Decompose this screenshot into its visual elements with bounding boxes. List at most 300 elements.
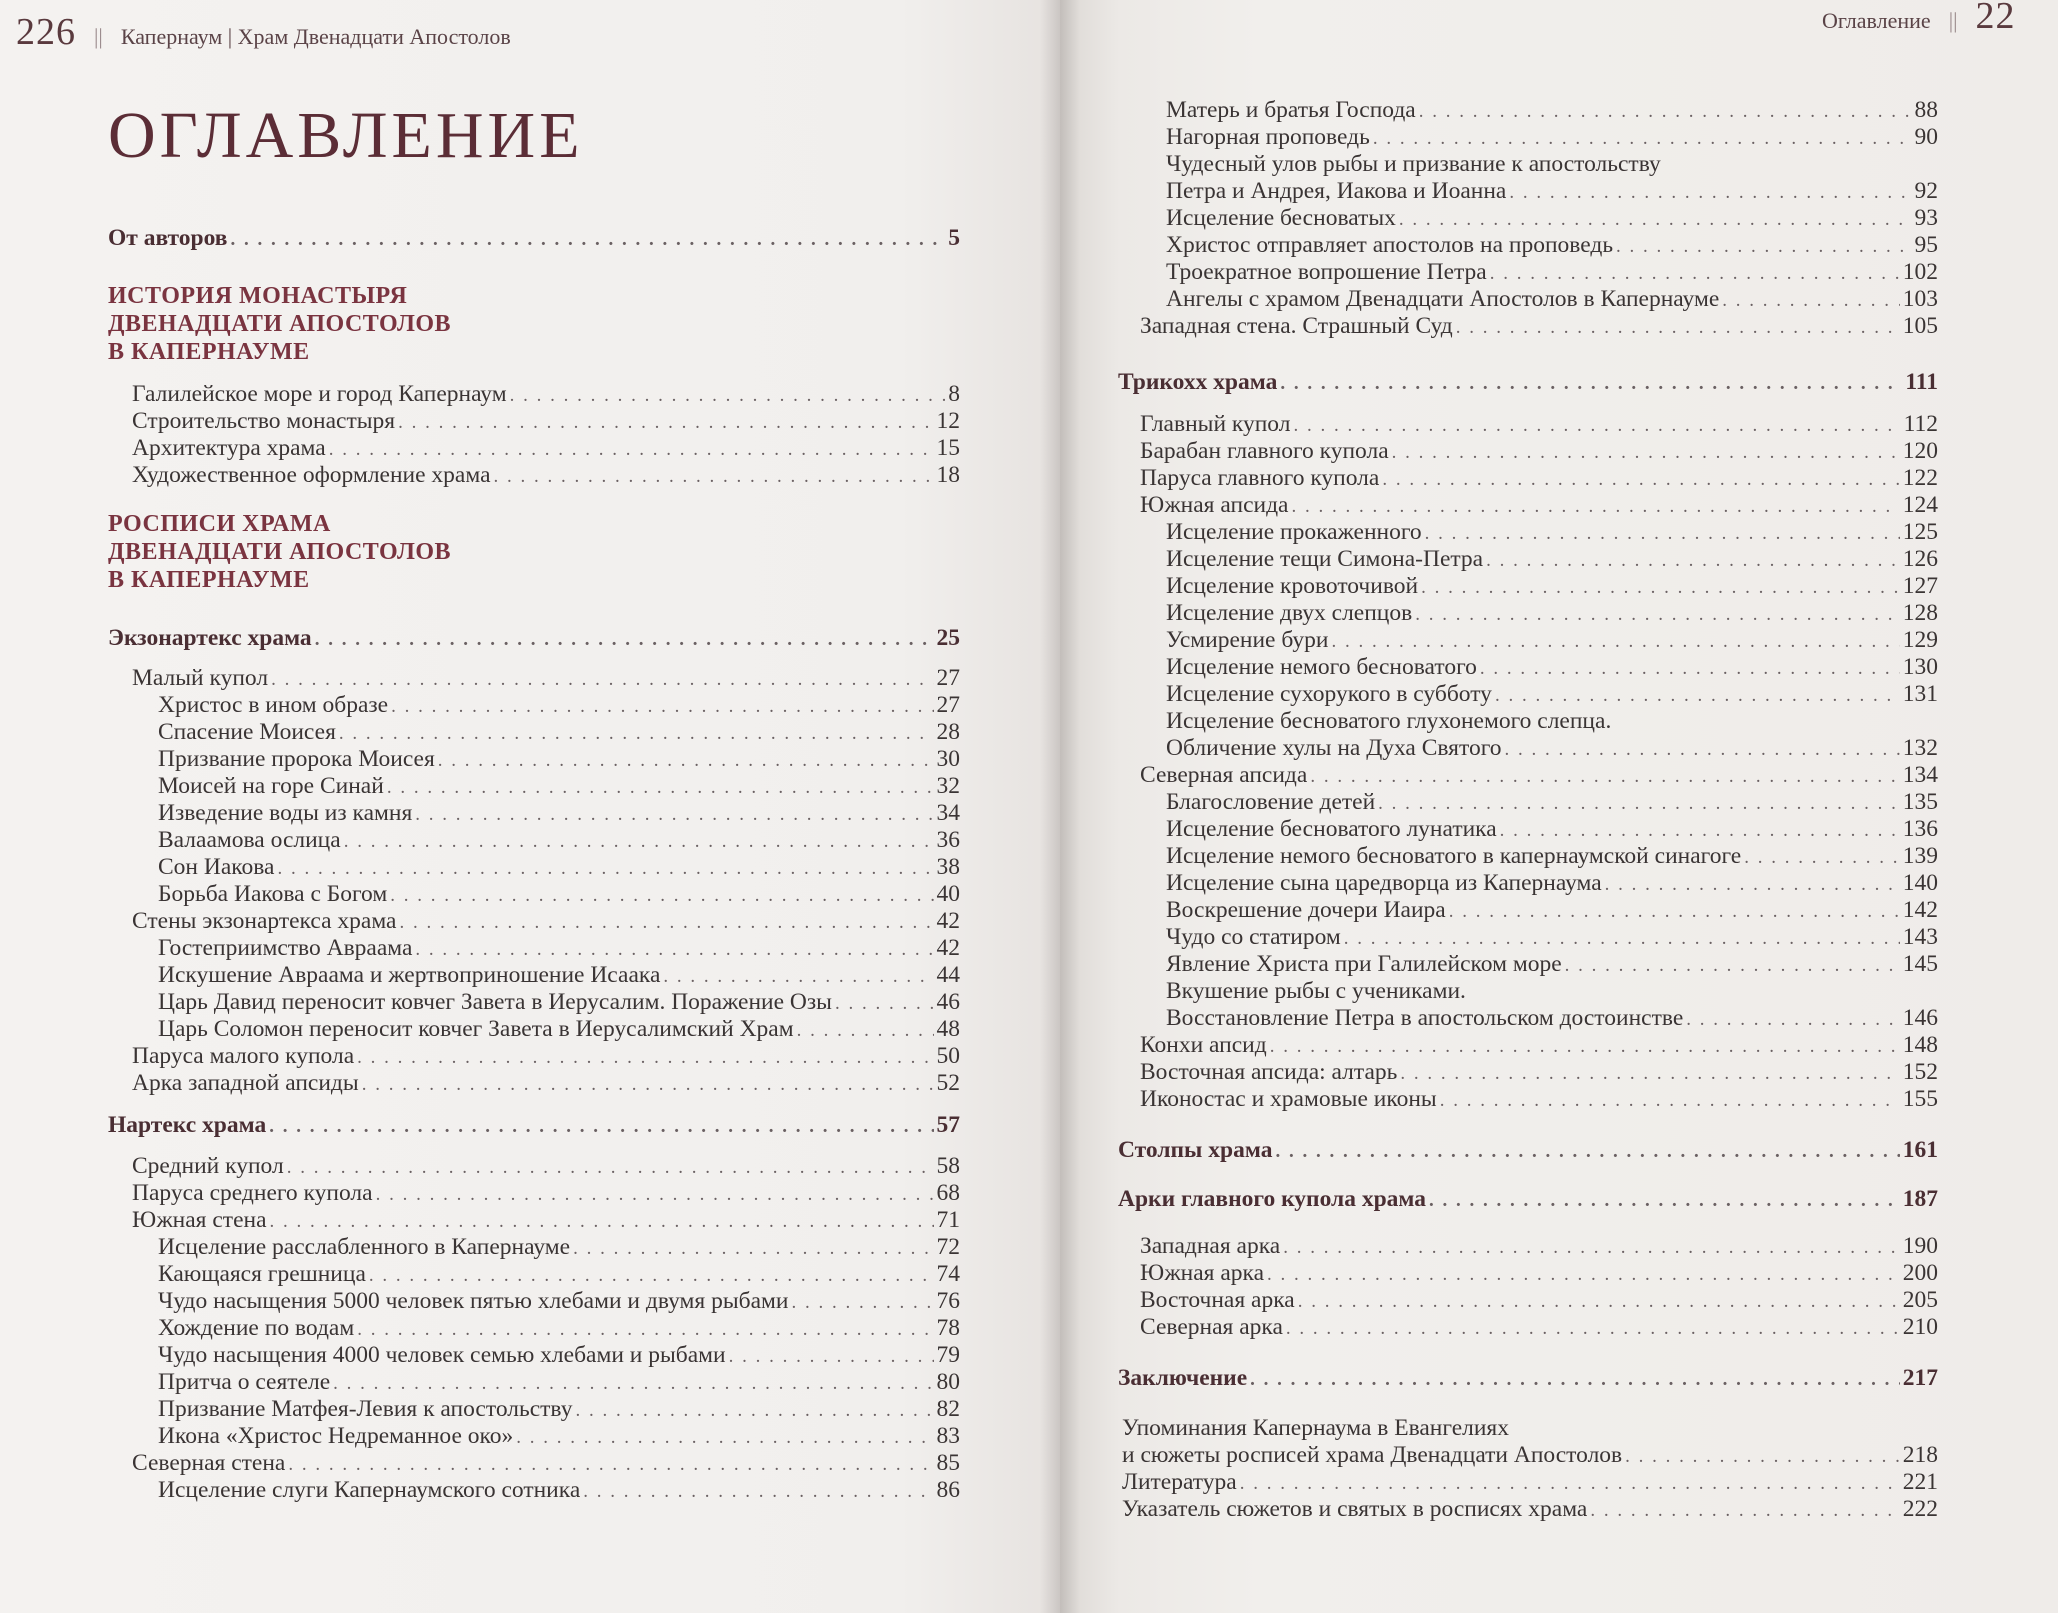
- dot-leader: [288, 1451, 933, 1479]
- toc-entry-title: Чудо насыщения 4000 человек семью хлебами и рыбами: [158, 1342, 726, 1368]
- toc-page-number: 148: [1902, 1032, 1938, 1058]
- dot-leader: [1419, 98, 1912, 126]
- toc-entry-title: Столпы храма: [1118, 1137, 1273, 1163]
- left-running-head: [16, 10, 511, 54]
- toc-entry-title: Южная апсида: [1140, 492, 1289, 518]
- toc-entry-title: Ангелы с храмом Двенадцати Апостолов в Капернауме: [1166, 286, 1720, 312]
- toc-entry[interactable]: [158, 1314, 960, 1344]
- toc-entry[interactable]: [1122, 1468, 1938, 1498]
- toc-entry[interactable]: [158, 988, 960, 1018]
- toc-entry[interactable]: [1140, 1232, 1938, 1262]
- toc-entry-title: Кающаяся грешница: [158, 1261, 366, 1287]
- toc-page-number: 78: [936, 1315, 960, 1341]
- toc-page-number: 222: [1902, 1496, 1938, 1522]
- dot-leader: [1421, 574, 1900, 602]
- left-folio: 226: [16, 11, 76, 53]
- toc-entry-title: Конхи апсид: [1140, 1032, 1267, 1058]
- toc-entry-title: Паруса среднего купола: [132, 1180, 373, 1206]
- toc-entry-title: Главный купол: [1140, 411, 1291, 437]
- toc-entry[interactable]: [158, 1233, 960, 1263]
- dot-leader: [271, 666, 933, 694]
- toc-page-number: 34: [936, 800, 960, 826]
- toc-page-number: 102: [1902, 259, 1938, 285]
- toc-page-number: 152: [1902, 1059, 1938, 1085]
- toc-page-number: 88: [1914, 97, 1938, 123]
- toc-entry[interactable]: [1166, 734, 1938, 764]
- toc-entry[interactable]: [158, 1287, 960, 1317]
- toc-entry[interactable]: [158, 691, 960, 721]
- toc-entry[interactable]: [158, 934, 960, 964]
- toc-page-number: 27: [936, 665, 960, 691]
- dot-leader: [315, 626, 934, 654]
- dot-leader: [399, 909, 933, 937]
- toc-page-number: 48: [936, 1016, 960, 1042]
- toc-page-number: 218: [1902, 1442, 1938, 1468]
- toc-page-number: 136: [1902, 816, 1938, 842]
- toc-entry[interactable]: [1122, 1441, 1938, 1471]
- toc-entry[interactable]: [1166, 680, 1938, 710]
- dot-leader: [1275, 1138, 1899, 1166]
- toc-entry-title: Матерь и братья Господа: [1166, 97, 1416, 123]
- dot-leader: [791, 1289, 933, 1317]
- toc-entry[interactable]: [1166, 150, 1938, 178]
- toc-entry-title: Исцеление слуги Капернаумского сотника: [158, 1477, 581, 1503]
- dot-leader: [1310, 763, 1899, 791]
- toc-page-number: 15: [936, 435, 960, 461]
- toc-page-number: 85: [936, 1450, 960, 1476]
- dot-leader: [1429, 1187, 1900, 1215]
- toc-entry-title: Средний купол: [132, 1153, 284, 1179]
- toc-entry[interactable]: [132, 434, 960, 464]
- toc-page-number: 129: [1902, 627, 1938, 653]
- toc-entry-title: Галилейское море и город Капернаум: [132, 381, 507, 407]
- toc-page-number: 200: [1902, 1260, 1938, 1286]
- toc-page-number: 126: [1902, 546, 1938, 572]
- toc-entry[interactable]: [158, 880, 960, 910]
- toc-entry-title: Чудесный улов рыбы и призвание к апостольству: [1166, 151, 1661, 177]
- toc-page-number: 145: [1902, 951, 1938, 977]
- toc-entry[interactable]: [1166, 815, 1938, 845]
- toc-entry-title: Восстановление Петра в апостольском достоинстве: [1166, 1005, 1684, 1031]
- dot-leader: [1590, 1497, 1899, 1525]
- dot-leader: [390, 882, 933, 910]
- dot-leader: [494, 463, 934, 491]
- dot-leader: [1331, 628, 1899, 656]
- toc-page-number: 143: [1902, 924, 1938, 950]
- toc-entry[interactable]: [1166, 231, 1938, 261]
- running-head-separator: ||: [1948, 8, 1958, 33]
- toc-entry[interactable]: [132, 1152, 960, 1182]
- dot-leader: [1440, 1087, 1900, 1115]
- toc-page-number: 221: [1902, 1469, 1938, 1495]
- toc-entry[interactable]: [1140, 761, 1938, 791]
- toc-entry[interactable]: [1166, 977, 1938, 1005]
- dot-leader: [270, 1208, 934, 1236]
- toc-page-number: 161: [1902, 1137, 1938, 1163]
- toc-page-number: 124: [1902, 492, 1938, 518]
- toc-section-entry[interactable]: [108, 1111, 960, 1141]
- toc-entry[interactable]: [132, 1206, 960, 1236]
- toc-entry[interactable]: [1166, 707, 1938, 735]
- dot-leader: [1400, 1060, 1899, 1088]
- toc-entry[interactable]: [158, 1395, 960, 1425]
- dot-leader: [1495, 682, 1900, 710]
- dot-leader: [1415, 601, 1900, 629]
- toc-entry[interactable]: [132, 1449, 960, 1479]
- toc-entry-title: Северная апсида: [1140, 762, 1308, 788]
- toc-page-number: 79: [936, 1342, 960, 1368]
- dot-leader: [1267, 1261, 1900, 1289]
- toc-entry[interactable]: [1140, 1313, 1938, 1343]
- dot-leader: [339, 720, 934, 748]
- dot-leader: [1298, 1288, 1900, 1316]
- toc-entry-title: Чудо насыщения 5000 человек пятью хлебами и двумя рыбами: [158, 1288, 789, 1314]
- toc-entry[interactable]: [158, 1341, 960, 1371]
- dot-leader: [835, 990, 934, 1018]
- part-heading: ИСТОРИЯ МОНАСТЫРЯ: [108, 283, 408, 309]
- dot-leader: [1270, 1033, 1900, 1061]
- dot-leader: [1722, 287, 1899, 315]
- toc-page-number: 135: [1902, 789, 1938, 815]
- dot-leader: [1686, 1006, 1899, 1034]
- toc-page-number: 27: [936, 692, 960, 718]
- toc-page-number: 217: [1902, 1365, 1938, 1391]
- toc-page-number: 146: [1902, 1005, 1938, 1031]
- toc-entry-title: Исцеление расслабленного в Капернауме: [158, 1234, 571, 1260]
- dot-leader: [1399, 206, 1912, 234]
- toc-entry-title: Явление Христа при Галилейском море: [1166, 951, 1562, 977]
- part-heading: В КАПЕРНАУМЕ: [108, 567, 310, 593]
- part-heading: В КАПЕРНАУМЕ: [108, 339, 310, 365]
- toc-entry-title: Арка западной апсиды: [132, 1070, 359, 1096]
- toc-entry[interactable]: [1140, 1085, 1938, 1115]
- toc-entry-title: Валаамова ослица: [158, 827, 341, 853]
- toc-entry[interactable]: [132, 461, 960, 491]
- toc-page-number: 205: [1902, 1287, 1938, 1313]
- dot-leader: [1616, 233, 1911, 261]
- toc-entry[interactable]: [158, 1015, 960, 1045]
- running-head-separator: ||: [94, 24, 103, 49]
- toc-entry-title: Иконостас и храмовые иконы: [1140, 1086, 1437, 1112]
- toc-entry[interactable]: [1122, 1495, 1938, 1525]
- toc-section-entry[interactable]: [108, 624, 960, 654]
- dot-leader: [277, 855, 933, 883]
- toc-page-number: 140: [1902, 870, 1938, 896]
- dot-leader: [1286, 1315, 1900, 1343]
- toc-page-number: 8: [948, 381, 960, 407]
- toc-entry[interactable]: [1140, 312, 1938, 342]
- toc-entry-title: Воскрешение дочери Иаира: [1166, 897, 1446, 923]
- toc-entry[interactable]: [1166, 653, 1938, 683]
- toc-entry[interactable]: [1166, 518, 1938, 548]
- toc-entry-title: Исцеление немого бесноватого в капернаумской синагоге: [1166, 843, 1742, 869]
- toc-entry[interactable]: [158, 826, 960, 856]
- toc-entry[interactable]: [1140, 410, 1938, 440]
- toc-page-number: 42: [936, 935, 960, 961]
- toc-entry[interactable]: [132, 380, 960, 410]
- right-folio: 22: [1975, 0, 2016, 37]
- toc-entry[interactable]: [158, 1422, 960, 1452]
- toc-entry[interactable]: [1140, 1031, 1938, 1061]
- dot-leader: [369, 1262, 934, 1290]
- toc-entry[interactable]: [158, 1260, 960, 1290]
- toc-page-number: 57: [936, 1112, 960, 1138]
- right-running-head: [1822, 0, 2016, 38]
- toc-page-number: 105: [1902, 313, 1938, 339]
- toc-entry[interactable]: [132, 1042, 960, 1072]
- toc-entry-title: Обличение хулы на Духа Святого: [1166, 735, 1502, 761]
- dot-leader: [1382, 466, 1899, 494]
- toc-entry-title: Южная арка: [1140, 1260, 1265, 1286]
- toc-entry[interactable]: [158, 718, 960, 748]
- dot-leader: [1605, 871, 1900, 899]
- dot-leader: [1449, 898, 1900, 926]
- toc-entry-title: Вкушение рыбы с учениками.: [1166, 978, 1466, 1004]
- dot-leader: [362, 1071, 934, 1099]
- toc-entry[interactable]: [1166, 96, 1938, 126]
- dot-leader: [415, 801, 933, 829]
- toc-section-entry[interactable]: [1118, 368, 1938, 398]
- toc-entry-title: Указатель сюжетов и святых в росписях храма: [1122, 1496, 1588, 1522]
- toc-entry[interactable]: [1166, 923, 1938, 953]
- toc-entry-title: Восточная арка: [1140, 1287, 1295, 1313]
- toc-page-number: 131: [1902, 681, 1938, 707]
- toc-page-number: 30: [936, 746, 960, 772]
- toc-entry-title: Паруса малого купола: [132, 1043, 355, 1069]
- toc-page-number: 120: [1902, 438, 1938, 464]
- toc-section-entry[interactable]: [108, 224, 960, 254]
- toc-entry-title: Исцеление двух слепцов: [1166, 600, 1413, 626]
- toc-entry-title: Христос в ином образе: [158, 692, 389, 718]
- dot-leader: [329, 436, 934, 464]
- dot-leader: [1505, 736, 1900, 764]
- toc-entry[interactable]: [1140, 437, 1938, 467]
- dot-leader: [1240, 1470, 1900, 1498]
- toc-entry[interactable]: [132, 1179, 960, 1209]
- toc-entry-title: Стены экзонартекса храма: [132, 908, 397, 934]
- toc-page-number: 93: [1914, 205, 1938, 231]
- toc-entry[interactable]: [1166, 177, 1938, 207]
- toc-entry-title: Северная стена: [132, 1450, 286, 1476]
- toc-page-number: 95: [1914, 232, 1938, 258]
- toc-entry[interactable]: [1140, 1259, 1938, 1289]
- toc-page-number: 18: [936, 462, 960, 488]
- toc-page-number: 42: [936, 908, 960, 934]
- toc-page-number: 32: [936, 773, 960, 799]
- toc-page-number: 103: [1902, 286, 1938, 312]
- toc-entry-title: Нартекс храма: [108, 1112, 267, 1138]
- toc-page-number: 134: [1902, 762, 1938, 788]
- toc-entry-title: Хождение по водам: [158, 1315, 355, 1341]
- toc-page-number: 5: [948, 225, 960, 251]
- toc-entry[interactable]: [1166, 896, 1938, 926]
- toc-page-number: 82: [936, 1396, 960, 1422]
- toc-entry[interactable]: [158, 853, 960, 883]
- toc-entry-title: Царь Давид переносит ковчег Завета в Иерусалим. Поражение Озы: [158, 989, 832, 1015]
- toc-page-number: 68: [936, 1180, 960, 1206]
- toc-entry[interactable]: [1166, 869, 1938, 899]
- toc-entry-title: Искушение Авраама и жертвоприношение Исаака: [158, 962, 661, 988]
- toc-entry-title: Заключение: [1118, 1365, 1248, 1391]
- toc-entry-title: Притча о сеятеле: [158, 1369, 331, 1395]
- dot-leader: [1490, 260, 1900, 288]
- toc-entry[interactable]: [1122, 1414, 1938, 1442]
- toc-entry-title: Призвание Матфея-Левия к апостольству: [158, 1396, 573, 1422]
- dot-leader: [729, 1343, 934, 1371]
- toc-entry[interactable]: [1166, 545, 1938, 575]
- book-gutter: [1040, 0, 1080, 1613]
- dot-leader: [1250, 1366, 1900, 1394]
- toc-entry-title: Исцеление бесноватых: [1166, 205, 1396, 231]
- toc-entry-title: Южная стена: [132, 1207, 267, 1233]
- toc-entry[interactable]: [1166, 1004, 1938, 1034]
- dot-leader: [387, 774, 934, 802]
- toc-entry[interactable]: [1166, 285, 1938, 315]
- toc-section-entry[interactable]: [1118, 1185, 1938, 1215]
- toc-page-number: 38: [936, 854, 960, 880]
- dot-leader: [1565, 952, 1900, 980]
- toc-page-number: 25: [936, 625, 960, 651]
- toc-page-number: 142: [1902, 897, 1938, 923]
- toc-entry-title: Малый купол: [132, 665, 269, 691]
- dot-leader: [391, 693, 933, 721]
- toc-page-number: 83: [936, 1423, 960, 1449]
- dot-leader: [333, 1370, 933, 1398]
- toc-section-entry[interactable]: [1118, 1364, 1938, 1394]
- toc-page-number: 74: [936, 1261, 960, 1287]
- left-running-head-text: Капернаум | Храм Двенадцати Апостолов: [120, 24, 511, 49]
- toc-entry[interactable]: [1140, 464, 1938, 494]
- toc-page-number: 72: [936, 1234, 960, 1260]
- toc-entry-title: Трикохх храма: [1118, 369, 1278, 395]
- toc-page-number: 127: [1902, 573, 1938, 599]
- dot-leader: [1625, 1443, 1900, 1471]
- toc-entry[interactable]: [1140, 1058, 1938, 1088]
- toc-page-number: 58: [936, 1153, 960, 1179]
- toc-entry-title: Восточная апсида: алтарь: [1140, 1059, 1398, 1085]
- toc-page-number: 190: [1902, 1233, 1938, 1259]
- toc-entry-title: Нагорная проповедь: [1166, 124, 1370, 150]
- right-running-head-text: Оглавление: [1822, 8, 1931, 33]
- toc-entry[interactable]: [132, 664, 960, 694]
- toc-entry[interactable]: [1166, 950, 1938, 980]
- dot-leader: [398, 409, 933, 437]
- dot-leader: [1480, 655, 1900, 683]
- dot-leader: [1344, 925, 1900, 953]
- toc-entry[interactable]: [158, 745, 960, 775]
- toc-entry-title: Исцеление бесноватого глухонемого слепца.: [1166, 708, 1612, 734]
- part-heading: ДВЕНАДЦАТИ АПОСТОЛОВ: [108, 311, 452, 337]
- toc-page-number: 28: [936, 719, 960, 745]
- toc-entry[interactable]: [1166, 204, 1938, 234]
- toc-entry[interactable]: [1140, 491, 1938, 521]
- part-heading: ДВЕНАДЦАТИ АПОСТОЛОВ: [108, 539, 452, 565]
- toc-entry-title: Исцеление тещи Симона-Петра: [1166, 546, 1484, 572]
- toc-page-number: 130: [1902, 654, 1938, 680]
- dot-leader: [1293, 412, 1900, 440]
- dot-leader: [269, 1113, 933, 1141]
- dot-leader: [1373, 125, 1912, 153]
- dot-leader: [1486, 547, 1900, 575]
- toc-page-number: 80: [936, 1369, 960, 1395]
- toc-entry-title: Призвание пророка Моисея: [158, 746, 435, 772]
- toc-page-number: 90: [1914, 124, 1938, 150]
- dot-leader: [287, 1154, 934, 1182]
- toc-entry-title: Исцеление бесноватого лунатика: [1166, 816, 1497, 842]
- toc-entry-title: Царь Соломон переносит ковчег Завета в Иерусалимский Храм: [158, 1016, 794, 1042]
- toc-entry-title: Борьба Иакова с Богом: [158, 881, 388, 907]
- toc-page-number: 40: [936, 881, 960, 907]
- toc-page-number: 71: [936, 1207, 960, 1233]
- dot-leader: [357, 1044, 933, 1072]
- dot-leader: [583, 1478, 933, 1506]
- toc-entry-title: Западная стена. Страшный Суд: [1140, 313, 1453, 339]
- toc-entry-title: Спасение Моисея: [158, 719, 336, 745]
- toc-page-number: 52: [936, 1070, 960, 1096]
- toc-entry-title: Гостеприимство Авраама: [158, 935, 413, 961]
- toc-entry-title: Упоминания Капернаума в Евангелиях: [1122, 1415, 1509, 1441]
- toc-page-number: 44: [936, 962, 960, 988]
- toc-entry[interactable]: [158, 1368, 960, 1398]
- toc-entry[interactable]: [1166, 842, 1938, 872]
- toc-page-number: 76: [936, 1288, 960, 1314]
- toc-entry-title: Экзонартекс храма: [108, 625, 312, 651]
- toc-entry[interactable]: [158, 1476, 960, 1506]
- toc-page-number: 12: [936, 408, 960, 434]
- toc-entry-title: Моисей на горе Синай: [158, 773, 384, 799]
- toc-entry-title: Исцеление прокаженного: [1166, 519, 1422, 545]
- toc-entry[interactable]: [158, 772, 960, 802]
- toc-entry[interactable]: [132, 1069, 960, 1099]
- toc-entry[interactable]: [1140, 1286, 1938, 1316]
- toc-entry[interactable]: [1166, 599, 1938, 629]
- dot-leader: [1392, 439, 1900, 467]
- toc-entry[interactable]: [1166, 123, 1938, 153]
- toc-entry[interactable]: [158, 799, 960, 829]
- toc-entry-title: Паруса главного купола: [1140, 465, 1380, 491]
- toc-entry-title: Сон Иакова: [158, 854, 275, 880]
- toc-entry-title: Северная арка: [1140, 1314, 1283, 1340]
- toc-entry-title: Западная арка: [1140, 1233, 1281, 1259]
- toc-entry[interactable]: [132, 907, 960, 937]
- dot-leader: [1283, 1234, 1900, 1262]
- toc-entry[interactable]: [1166, 572, 1938, 602]
- toc-entry[interactable]: [158, 961, 960, 991]
- dot-leader: [575, 1397, 933, 1425]
- toc-page-number: 187: [1902, 1186, 1938, 1212]
- toc-entry-title: Христос отправляет апостолов на проповедь: [1166, 232, 1614, 258]
- dot-leader: [573, 1235, 933, 1263]
- toc-entry[interactable]: [1166, 788, 1938, 818]
- toc-entry-title: Литература: [1122, 1469, 1237, 1495]
- toc-page-number: 128: [1902, 600, 1938, 626]
- toc-entry[interactable]: [132, 407, 960, 437]
- toc-entry-title: Петра и Андрея, Иакова и Иоанна: [1166, 178, 1507, 204]
- dot-leader: [357, 1316, 933, 1344]
- toc-entry[interactable]: [1166, 258, 1938, 288]
- dot-leader: [1456, 314, 1900, 342]
- toc-entry[interactable]: [1166, 626, 1938, 656]
- toc-page-number: 112: [1903, 411, 1938, 437]
- toc-section-entry[interactable]: [1118, 1136, 1938, 1166]
- toc-page-number: 132: [1902, 735, 1938, 761]
- page-title: ОГЛАВЛЕНИЕ: [108, 99, 584, 172]
- toc-entry-title: Изведение воды из камня: [158, 800, 413, 826]
- dot-leader: [1509, 179, 1911, 207]
- toc-page-number: 50: [936, 1043, 960, 1069]
- toc-page-number: 122: [1902, 465, 1938, 491]
- toc-entry-title: Исцеление сына царедворца из Капернаума: [1166, 870, 1602, 896]
